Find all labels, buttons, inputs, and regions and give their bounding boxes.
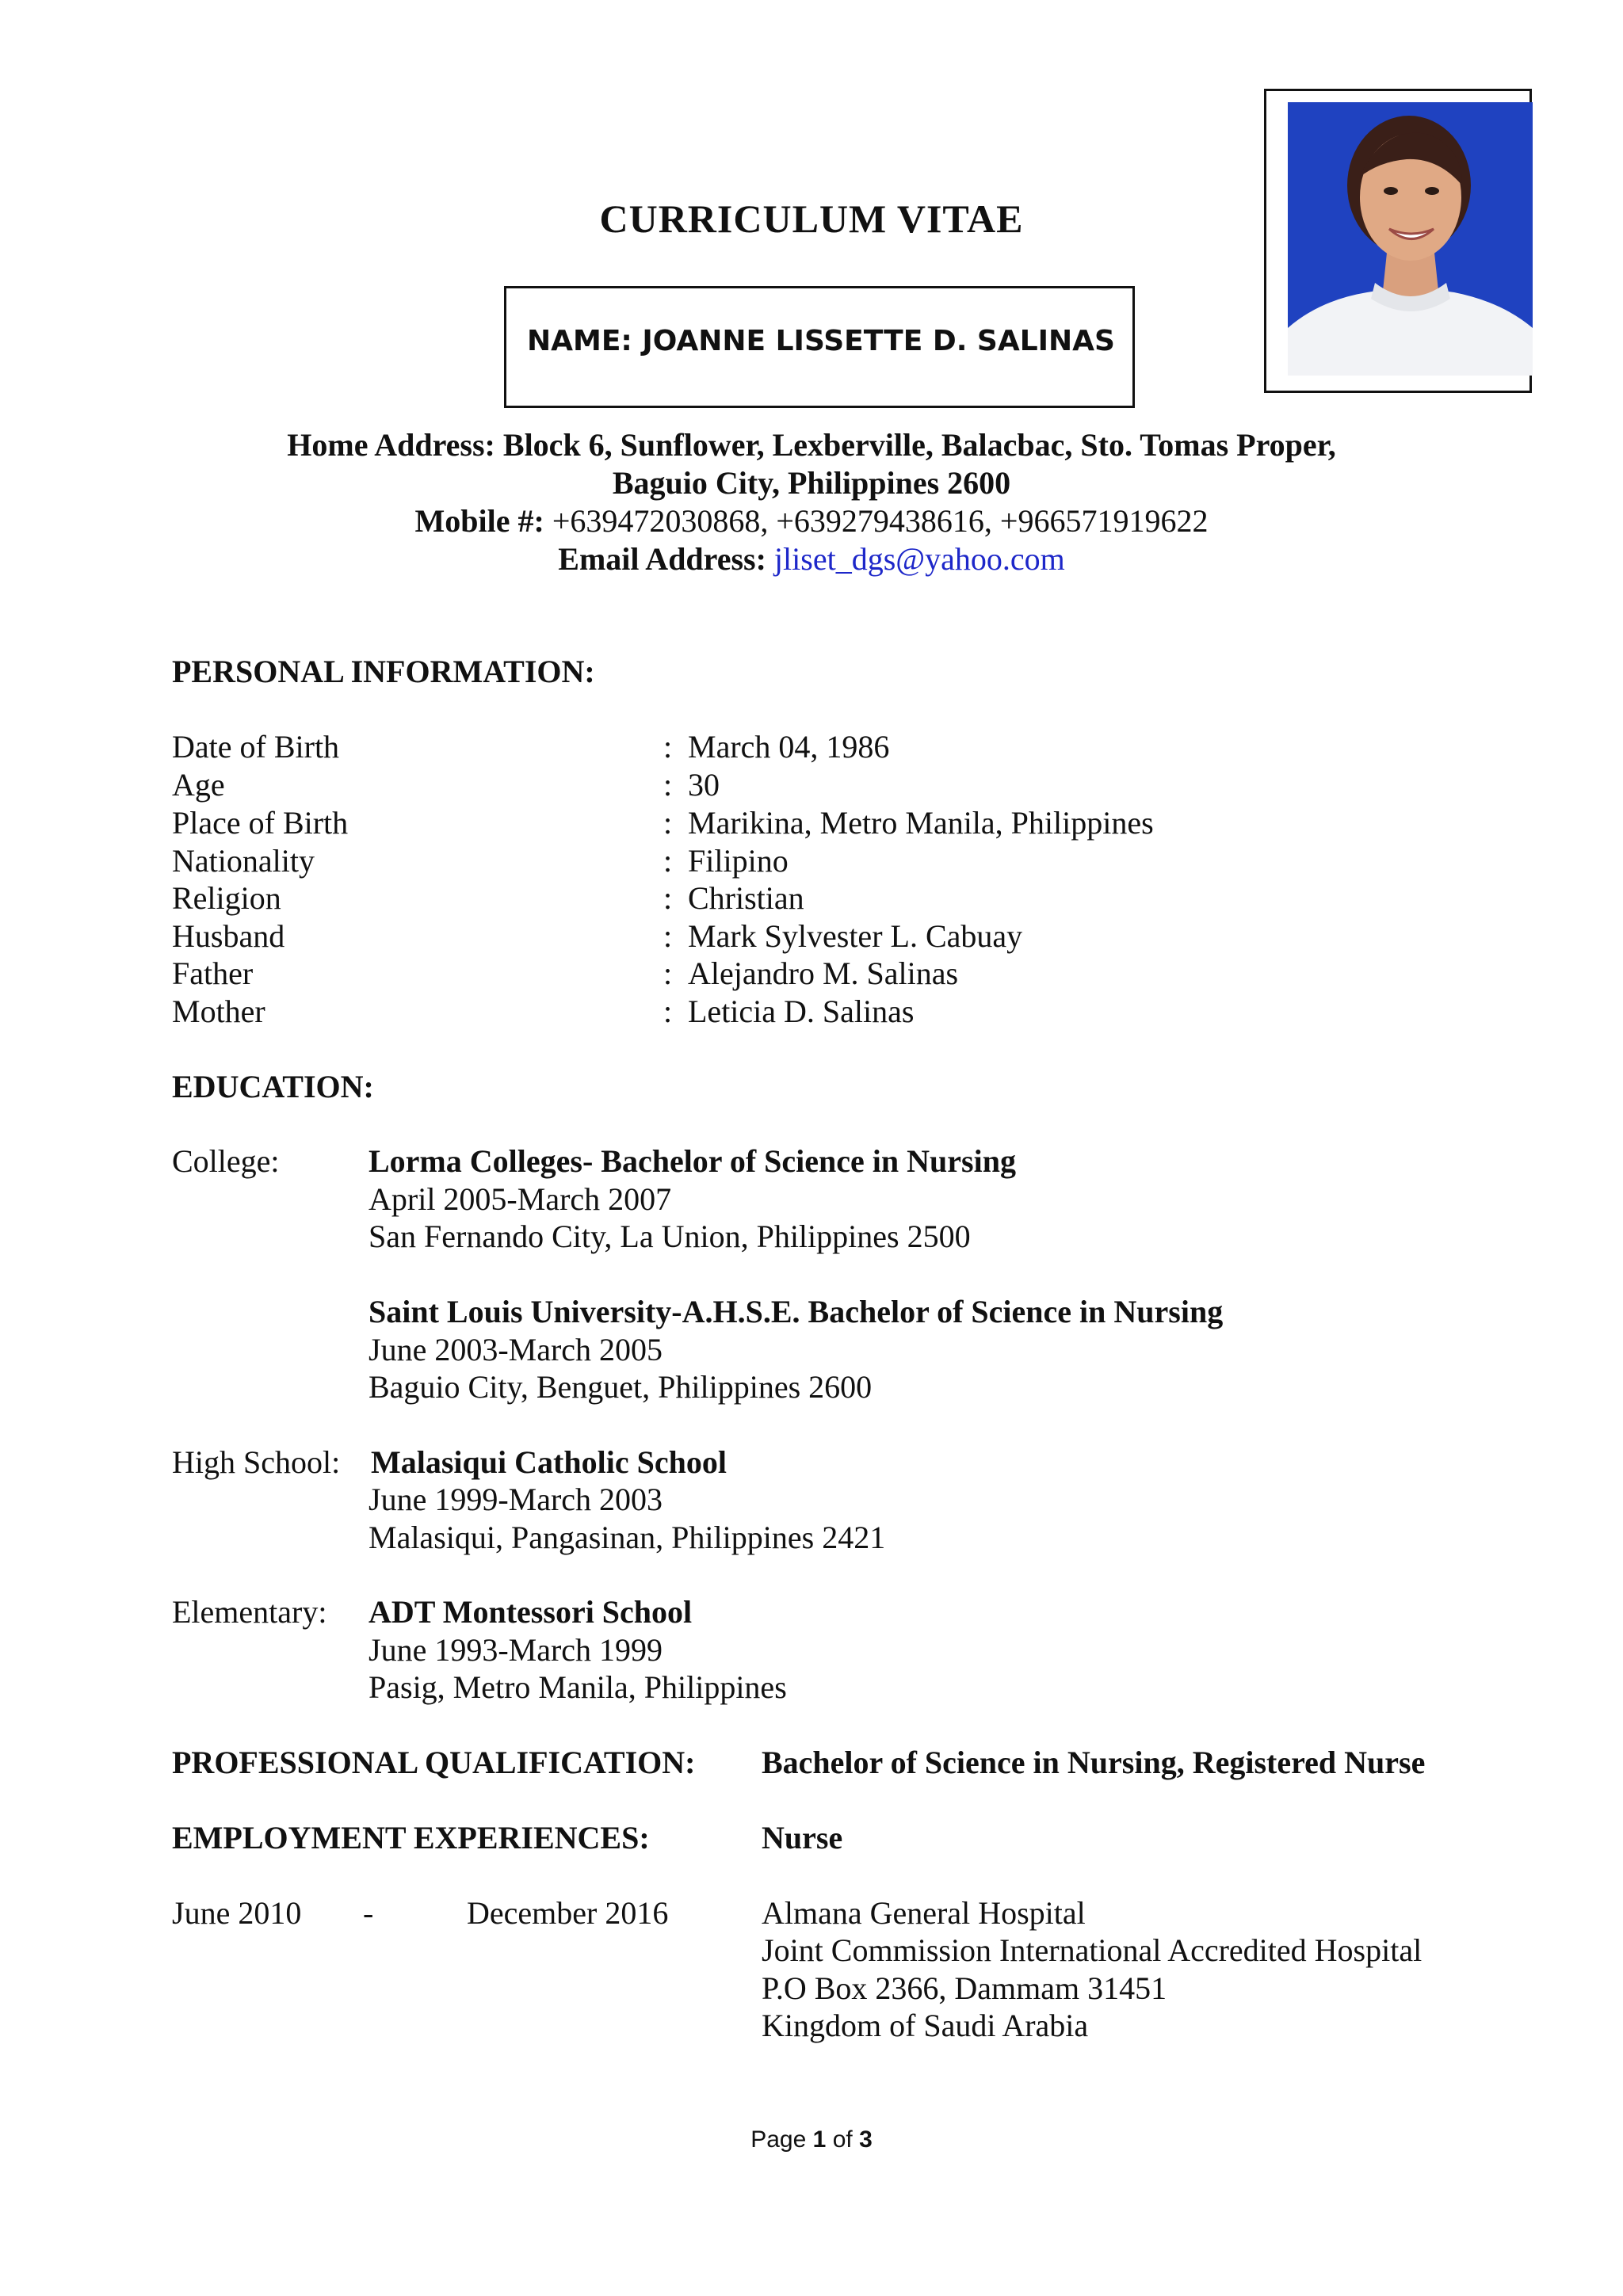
personal-label: Father [172,955,254,991]
employment-position: Nurse [762,1820,843,1855]
personal-value: March 04, 1986 [688,729,890,765]
employment-label: EMPLOYMENT EXPERIENCES: [172,1820,650,1855]
portrait-image [1288,102,1533,376]
school-place: Baguio City, Benguet, Philippines 2600 [369,1369,873,1405]
qualification-value: Bachelor of Science in Nursing, Registered Nurse [762,1745,1426,1780]
school-name: Malasiqui Catholic School [371,1444,727,1480]
employment-end: December 2016 [467,1895,669,1931]
page-title: CURRICULUM VITAE [599,196,1024,241]
profile-photo [1288,102,1533,376]
employer-line: Joint Commission International Accredited Hospital [762,1932,1423,1968]
profile-photo-frame [1264,89,1532,393]
personal-value: Leticia D. Salinas [688,994,915,1029]
colon: : [663,918,673,954]
personal-label: Mother [172,994,265,1029]
personal-value: Filipino [688,843,789,879]
home-address-value: Block 6, Sunflower, Lexberville, Balacbac, Sto. Tomas Proper, [502,427,1336,463]
school-dates: June 2003-March 2005 [369,1332,663,1367]
page-number: 1 [812,2126,827,2153]
mobile-label: Mobile #: [414,503,544,539]
employment-dash: - [363,1895,374,1931]
colon: : [663,729,673,765]
page-word: Page [750,2126,807,2153]
colon: : [663,767,673,803]
personal-value: Alejandro M. Salinas [688,955,959,991]
mobile-line [0,502,1623,540]
school-dates: June 1993-March 1999 [369,1632,663,1668]
email-link[interactable]: jliset_dgs@yahoo.com [773,541,1065,577]
school-place: Pasig, Metro Manila, Philippines [369,1669,787,1705]
email-line [0,540,1623,578]
home-address-line [0,426,1623,464]
employer-line: Almana General Hospital [762,1895,1086,1931]
school-place: Malasiqui, Pangasinan, Philippines 2421 [369,1520,886,1555]
page-total: 3 [859,2126,873,2153]
personal-label: Age [172,767,225,803]
personal-value: Christian [688,880,804,916]
colon: : [663,994,673,1029]
personal-value: Marikina, Metro Manila, Philippines [688,805,1154,841]
colon: : [663,843,673,879]
of-word: of [832,2126,853,2153]
personal-value: 30 [688,767,720,803]
school-dates: April 2005-March 2007 [369,1181,672,1217]
school-place: San Fernando City, La Union, Philippines 2500 [369,1219,971,1254]
personal-label: Nationality [172,843,315,879]
home-address-line2: Baguio City, Philippines 2600 [612,465,1011,501]
employment-start: June 2010 [172,1895,302,1931]
email-label: Email Address: [558,541,766,577]
personal-label: Husband [172,918,285,954]
school-name: Saint Louis University-A.H.S.E. Bachelor of Science in Nursing [369,1294,1224,1329]
personal-value: Mark Sylvester L. Cabuay [688,918,1023,954]
page-footer [0,2126,1623,2154]
college-label: College: [172,1143,280,1179]
employer-line: P.O Box 2366, Dammam 31451 [762,1970,1167,2006]
personal-label: Religion [172,880,281,916]
qualification-label: PROFESSIONAL QUALIFICATION: [172,1745,696,1780]
home-address-label: Home Address: [287,427,495,463]
school-name: ADT Montessori School [369,1594,693,1630]
school-name: Lorma Colleges- Bachelor of Science in Nursing [369,1143,1016,1179]
highschool-label: High School: [172,1444,341,1480]
personal-label: Place of Birth [172,805,349,841]
name-box [504,286,1135,408]
colon: : [663,955,673,991]
mobile-value: +639472030868, +639279438616, +966571919622 [552,503,1209,539]
personal-info-heading: PERSONAL INFORMATION: [172,654,595,689]
education-heading: EDUCATION: [172,1069,374,1104]
colon: : [663,805,673,841]
elementary-label: Elementary: [172,1594,327,1630]
employer-line: Kingdom of Saudi Arabia [762,2008,1089,2043]
applicant-name: NAME: JOANNE LISSETTE D. SALINAS [527,325,1115,357]
personal-label: Date of Birth [172,729,340,765]
school-dates: June 1999-March 2003 [369,1482,663,1517]
colon: : [663,880,673,916]
